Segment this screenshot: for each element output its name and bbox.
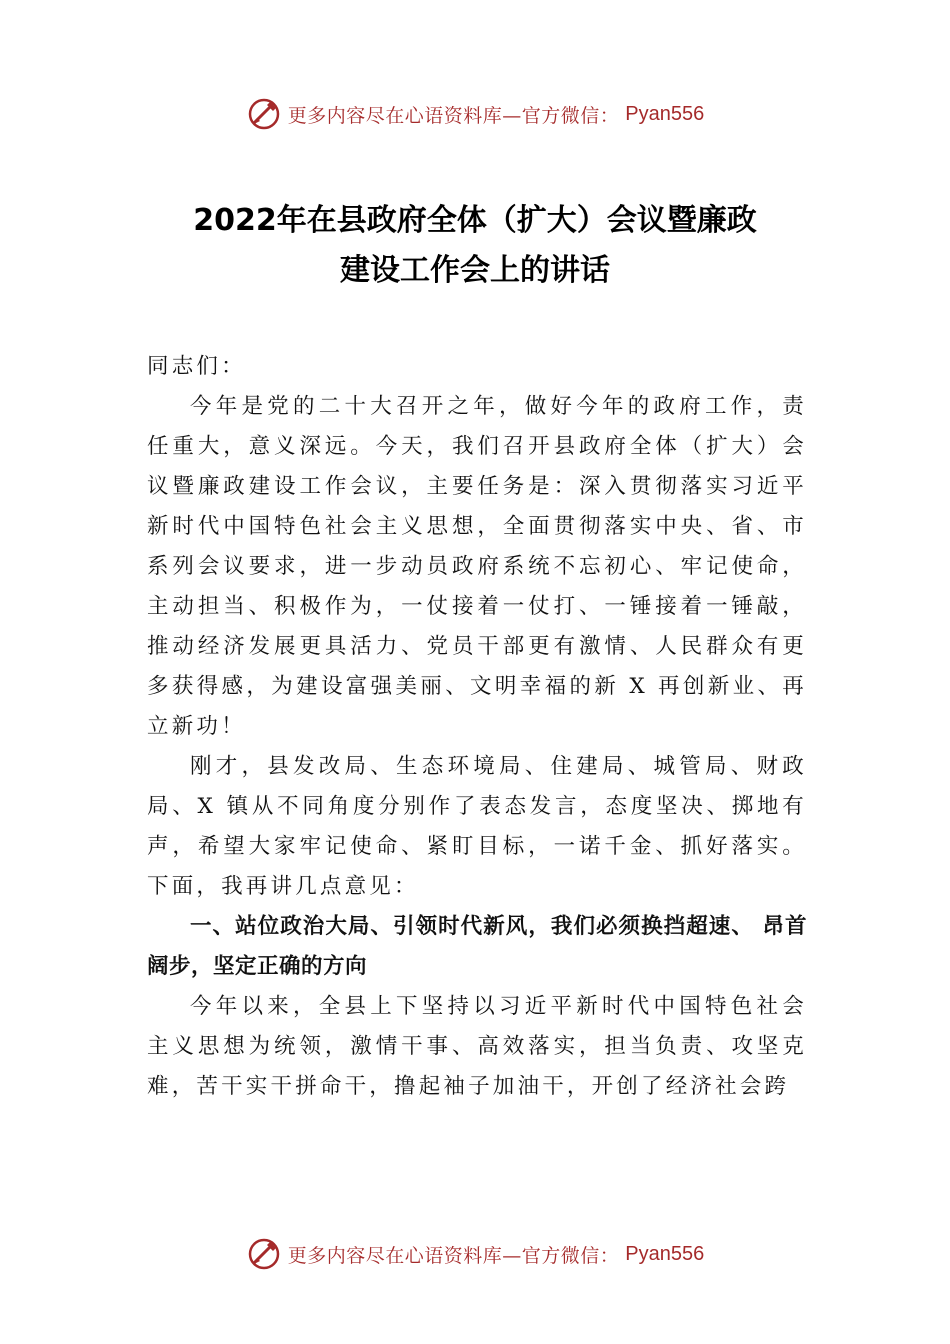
watermark-account: Pyan556 xyxy=(625,1242,705,1265)
pen-seal-icon xyxy=(246,96,282,132)
watermark-account: Pyan556 xyxy=(625,102,705,125)
section-heading-1: 一、站位政治大局、引领时代新风，我们必须换挡超速、 昂首阔步，坚定正确的方向 xyxy=(147,914,807,979)
document-title xyxy=(120,196,830,296)
salutation: 同志们： xyxy=(147,354,246,379)
watermark-text: 更多内容尽在心语资料库—官方微信： xyxy=(287,1244,620,1267)
paragraph-1: 今年是党的二十大召开之年，做好今年的政府工作，责任重大，意义深远。今天，我们召开县政府全体（扩大）会议暨廉政建设工作会议，主要任务是：深入贯彻落实习近平新时代中国特色社会主义思想，全面贯彻落实中央、省、市系列会议要求，进一步动员政府系统不忘初心、牢记使命，主动担当、积极作为，一仗接着一仗打、一锤接着一锤敲，推动经济发展更具活力、党员干部更有激情、人民群众有更多获得感，为建设富强美丽、文明幸福的新 X 再创新业、再立新功！ xyxy=(147,394,807,739)
paragraph-3: 今年以来，全县上下坚持以习近平新时代中国特色社会主义思想为统领，激情干事、高效落实，担当负责、攻坚克难，苦干实干拼命干，撸起袖子加油干，开创了经济社会跨 xyxy=(147,994,807,1099)
header-watermark xyxy=(0,94,950,134)
title-line-2: 建设工作会上的讲话 xyxy=(340,253,610,288)
document-body xyxy=(147,347,807,1107)
paragraph-2: 刚才，县发改局、生态环境局、住建局、城管局、财政局、X 镇从不同角度分别作了表态发言，态度坚决、掷地有声，希望大家牢记使命、紧盯目标，一诺千金、抓好落实。下面，我再讲几点意见： xyxy=(147,754,807,899)
footer-watermark xyxy=(0,1234,950,1274)
pen-seal-icon xyxy=(246,1236,282,1272)
title-line-1: 2022年在县政府全体（扩大）会议暨廉政 xyxy=(193,203,757,238)
watermark-text: 更多内容尽在心语资料库—官方微信： xyxy=(287,104,620,127)
